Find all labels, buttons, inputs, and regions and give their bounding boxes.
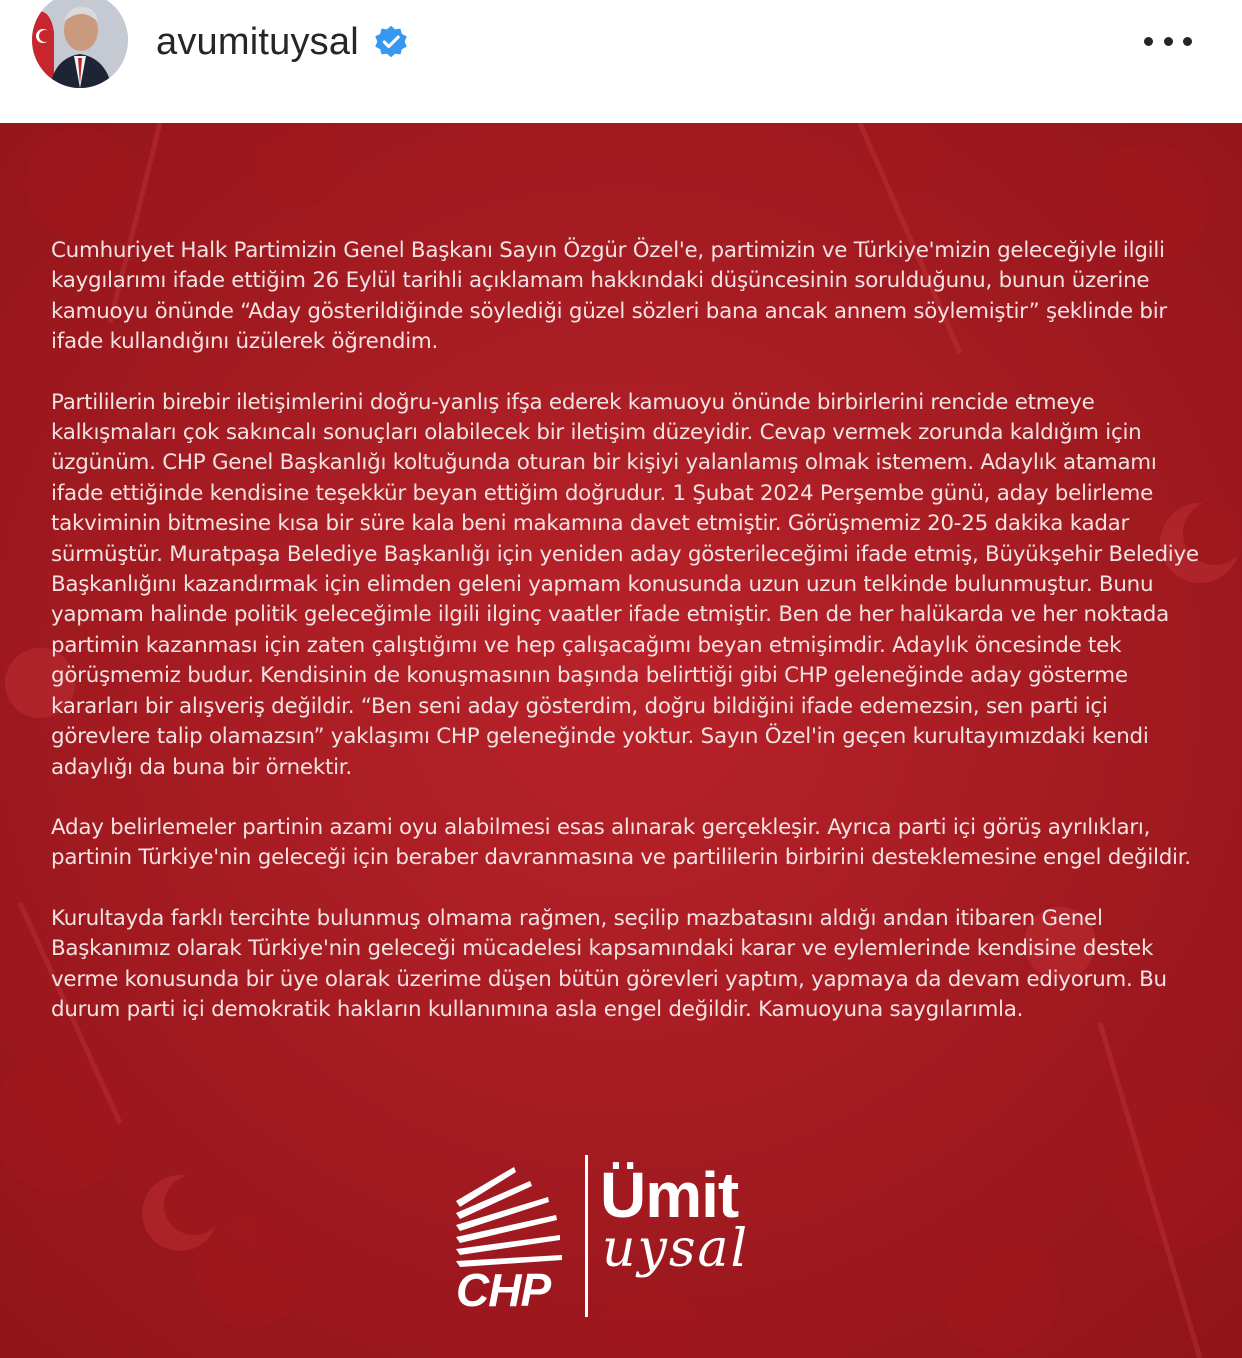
more-options-icon[interactable] — [1144, 26, 1192, 56]
logo-first-name: Ümit — [600, 1159, 739, 1231]
verified-badge-icon — [373, 24, 409, 60]
statement-paragraph: Partililerin birebir iletişimlerini doğru-yanlış ifşa ederek kamuoyu önünde birbirlerini rencide etmeye kalkışmaları çok sakıncalı sonuçları olabilecek bir iletişim düzeyidir. Cevap vermek zorunda kaldığım için üzgünüm. CHP Genel Başkanlığı koltuğunda oturan bir kişiyi yalanlamış olmak istemem. Adaylık atamamı ifade ettiğinde kendisine teşekkür beyan ettiğim doğrudur. 1 Şubat 2024 Perşembe günü, aday belirleme takviminin bitmesine kısa bir süre kala beni makamına davet etmiştir. Görüşmemiz 20-25 dakika kadar sürmüştür. Muratpaşa Belediye Başkanlığı için yeniden aday gösterileceğimi ifade etmiş, Büyükşehir Belediye Başkanlığını kazandırmak için elimden geleni yapmam konusunda uzun uzun telkinde bulunmuştur. Bunu yapmam halinde politik geleceğimle ilgili ilginç vaatler ifade etmiştir. Ben de her halükarda ve her noktada partimin kazanması için zaten çalıştığımı ve hep çalışacağımı beyan etmişimdir. Adaylık öncesinde tek görüşmemiz budur. Kendisinin de konuşmasının başında belirttiği gibi CHP geleneğinde aday gösterme kararları bir alışveriş değildir. “Ben seni aday gösterdim, doğru bildiğini ifade edemezsin, sen parti içi görevlere talip olamazsın” yaklaşımı CHP geleneğinde yoktur. Sayın Özel'in geçen kurultayımızdaki kendi adaylığı da buna bir örnektir. — [51, 389, 1199, 780]
dot-icon — [1183, 37, 1192, 46]
chp-wordmark: CHP — [456, 1264, 551, 1316]
logo-last-name: uysal — [602, 1219, 750, 1279]
avatar-photo — [32, 0, 128, 88]
post-header — [0, 0, 1242, 123]
avatar[interactable] — [32, 0, 128, 88]
chp-umit-uysal-logo — [452, 1153, 792, 1323]
post-image[interactable] — [0, 123, 1242, 1358]
statement-paragraph: Kurultayda farklı tercihte bulunmuş olmama rağmen, seçilip mazbatasını aldığı andan itibaren Genel Başkanımız olarak Türkiye'nin geleceği mücadelesi kapsamındaki karar ve eylemlerinde kendisine destek verme konusunda bir üye olarak üzerime düşen bütün görevleri yaptım, yapmaya da devam ediyorum. Bu durum parti içi demokratik hakların kullanımına asla engel değildir. Kamuoyuna saygılarımla. — [51, 905, 1167, 1022]
username[interactable]: avumituysal — [156, 20, 359, 63]
statement-text — [51, 236, 1201, 1055]
dot-icon — [1144, 37, 1153, 46]
username-row — [156, 18, 409, 66]
statement-paragraph: Aday belirlemeler partinin azami oyu alabilmesi esas alınarak gerçekleşir. Ayrıca parti içi görüş ayrılıkları, partinin Türkiye'nin geleceği için beraber davranmasına ve partililerin birbirini desteklemesine engel değildir. — [51, 814, 1191, 871]
dot-icon — [1164, 37, 1173, 46]
logo-divider — [585, 1155, 588, 1317]
statement-paragraph: Cumhuriyet Halk Partimizin Genel Başkanı Sayın Özgür Özel'e, partimizin ve Türkiye'mizin geleceğiyle ilgili kaygılarımı ifade ettiğim 26 Eylül tarihli açıklamam hakkındaki düşüncesinin sorulduğunu, bunun üzerine kamuoyu önünde “Aday gösterildiğinde söylediği güzel sözleri bana ancak annem söylemiştir” şeklinde bir ifade kullandığını üzülerek öğrendim. — [51, 238, 1167, 355]
